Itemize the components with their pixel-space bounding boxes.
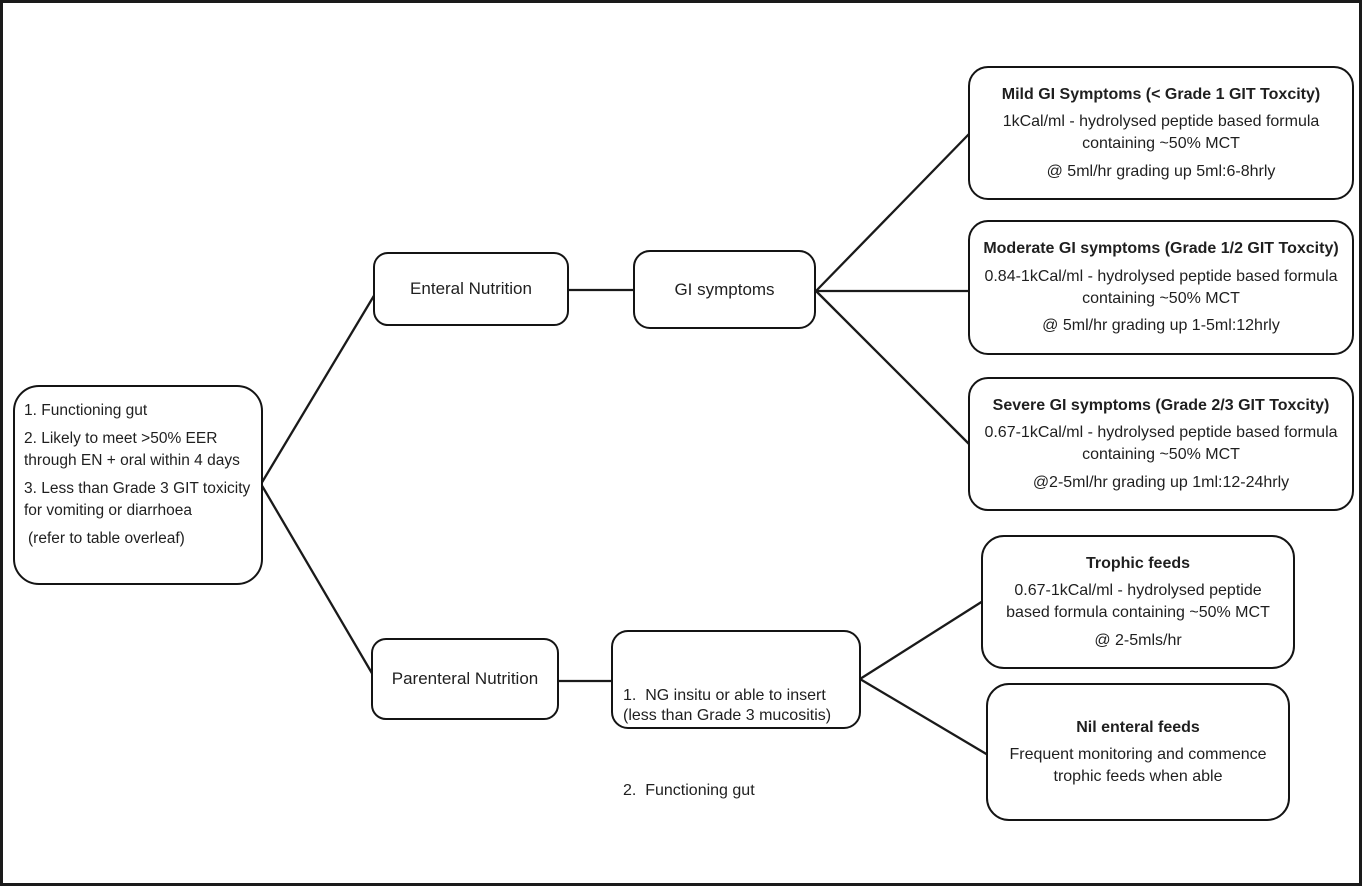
- connector-criteria-enteral: [261, 294, 375, 484]
- connector-criteria-parenteral: [261, 484, 373, 675]
- parenteral-nutrition-label: Parenteral Nutrition: [391, 669, 539, 688]
- ng-criteria-item-1: 1. NG insitu or able to insert (less than Grade 3 mucositis): [623, 686, 832, 725]
- ng-criteria-item-2: 2. Functioning gut: [623, 781, 755, 799]
- criteria-item-3: 3. Less than Grade 3 GIT toxicity for vomiting or diarrhoea: [24, 480, 251, 519]
- mild-rate: @ 5ml/hr grading up 5ml:6-8hrly: [1046, 162, 1276, 180]
- moderate-formula: 0.84-1kCal/ml - hydrolysed peptide based formula containing ~50% MCT: [984, 267, 1338, 307]
- criteria-note: (refer to table overleaf): [28, 529, 185, 547]
- connector-gi-mild: [816, 134, 969, 291]
- criteria-box: [13, 385, 263, 585]
- severe-rate: @2-5ml/hr grading up 1ml:12-24hrly: [1032, 473, 1290, 491]
- nil-body: Frequent monitoring and commence trophic feeds when able: [1009, 746, 1267, 785]
- connector-ng-nil: [860, 679, 988, 755]
- parenteral-nutrition-box: [371, 638, 559, 720]
- trophic-formula: 0.67-1kCal/ml - hydrolysed peptide based formula containing ~50% MCT: [1006, 582, 1270, 621]
- trophic-feeds-box: [981, 535, 1295, 669]
- mild-formula: 1kCal/ml - hydrolysed peptide based formula containing ~50% MCT: [1002, 113, 1320, 152]
- mild-gi-symptoms-box: [968, 66, 1354, 200]
- enteral-nutrition-box: [373, 252, 569, 326]
- moderate-rate: @ 5ml/hr grading up 1-5ml:12hrly: [1042, 317, 1280, 335]
- enteral-nutrition-label: Enteral Nutrition: [410, 279, 532, 298]
- gi-symptoms-box: [633, 250, 816, 329]
- nil-enteral-feeds-box: [986, 683, 1290, 821]
- moderate-title: Moderate GI symptoms (Grade 1/2 GIT Toxcity): [983, 240, 1339, 258]
- severe-formula: 0.67-1kCal/ml - hydrolysed peptide based formula containing ~50% MCT: [984, 424, 1338, 463]
- moderate-gi-symptoms-box: [968, 220, 1354, 355]
- mild-title: Mild GI Symptoms (< Grade 1 GIT Toxcity): [1001, 85, 1321, 103]
- gi-symptoms-label: GI symptoms: [674, 279, 775, 299]
- ng-criteria-box: [611, 630, 861, 799]
- trophic-rate: @ 2-5mls/hr: [1094, 631, 1182, 649]
- connector-ng-trophic: [860, 601, 983, 679]
- criteria-item-1: 1. Functioning gut: [24, 402, 148, 419]
- nil-title: Nil enteral feeds: [1076, 718, 1200, 736]
- trophic-title: Trophic feeds: [1085, 554, 1191, 572]
- connector-gi-severe: [816, 291, 969, 444]
- severe-title: Severe GI symptoms (Grade 2/3 GIT Toxcity): [992, 396, 1330, 414]
- criteria-item-2: 2. Likely to meet >50% EER through EN + oral within 4 days: [24, 430, 240, 469]
- severe-gi-symptoms-box: [968, 377, 1354, 511]
